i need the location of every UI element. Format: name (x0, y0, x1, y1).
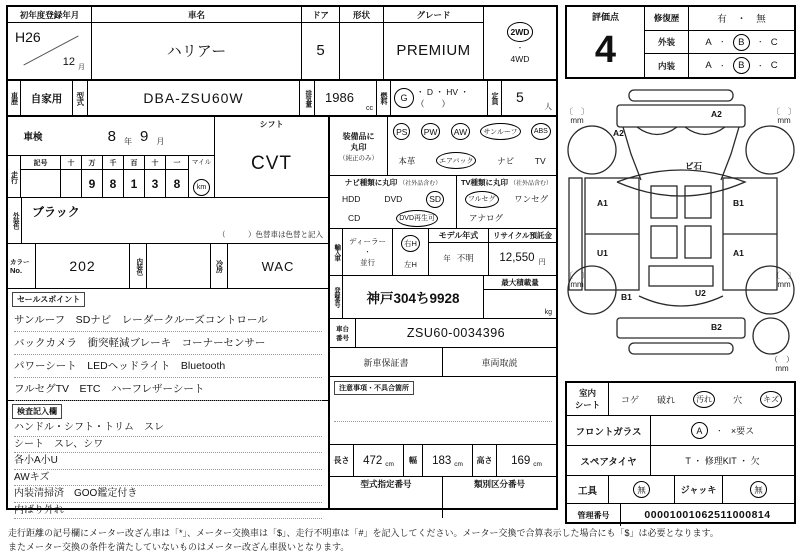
interior-b-circled: B (733, 57, 750, 74)
tv-oneseg: ワンセグ (514, 194, 549, 204)
damage-u2-rear: U2 (695, 288, 706, 298)
shaken-mileage-block (8, 117, 328, 198)
capacity-label: 定員 (488, 81, 502, 115)
row-model-code (8, 81, 556, 115)
color-change-note: （ ）色替車は色替と記入 (218, 230, 323, 239)
sales-points-block (8, 289, 328, 401)
mileage-digit-hyaku: 1 (124, 170, 145, 197)
mileage-symbol-header: 記号 (21, 156, 61, 169)
equip-pw-circled: PW (421, 123, 441, 140)
chassis-label-2: 番号 (336, 335, 349, 342)
windshield-values (651, 416, 794, 445)
spare-tire-value: T ・ 修理KIT ・ 欠 (685, 456, 760, 466)
navi-type-title: ナビ種類に丸印 (344, 178, 398, 187)
color-no-label (8, 244, 36, 288)
recycle-amount: 12,550 (499, 252, 535, 264)
equip-aw-circled: AW (451, 123, 470, 140)
drive-4wd: 4WD (510, 54, 530, 64)
height-value: 169 (511, 454, 531, 467)
interior-grade-row (645, 54, 794, 77)
management-number-value: 00001001062511000814 (644, 509, 771, 521)
interior-grade-value (689, 54, 794, 77)
inspection-line: 各小A小U (14, 453, 322, 470)
shaken-row (8, 117, 214, 156)
mileage-row (8, 156, 214, 197)
equip-ps-circled: PS (393, 123, 410, 140)
model-year-unit: 年 (443, 253, 451, 263)
reg-month-unit: 月 (78, 64, 85, 71)
recycle-value-wrap (489, 243, 556, 273)
condition-table (565, 381, 796, 524)
mileage-col-man: 万 (82, 156, 103, 169)
tool-jack-row (567, 476, 794, 504)
damage-b1-right-front-door: B1 (733, 198, 744, 208)
dot: ・ (715, 427, 723, 435)
seat-label-2: シート (574, 400, 601, 410)
tv-type-cell (457, 176, 556, 228)
dot: ・ (718, 39, 726, 46)
ac-label: 冷房 (211, 244, 228, 288)
inspection-notes-block (8, 401, 328, 516)
interior-color-label: 内装色 (130, 244, 147, 288)
equipment-row-2 (388, 152, 556, 169)
mileage-grid-header (21, 156, 188, 170)
grade-cell (384, 7, 484, 79)
history-value: 自家用 (21, 81, 73, 115)
spare-tire-row (567, 446, 794, 476)
model-code-value: DBA-ZSU60W (88, 81, 300, 115)
car-top-view-svg (565, 84, 796, 380)
repair-yes: 有 (717, 14, 727, 26)
tv-type-row-1 (457, 189, 556, 209)
spare-tire-label: スペアタイヤ (567, 446, 651, 475)
exterior-c: C (770, 36, 778, 48)
navi-type-note: （社外品含む） (399, 181, 442, 187)
row-vehicle-name (8, 7, 556, 79)
displacement-cell (315, 81, 377, 115)
main-table (6, 5, 558, 516)
color-no-label-1: カラー (10, 259, 30, 266)
displacement-value: 1986 (325, 90, 354, 105)
inspection-line: ハンドル・シフト・トリム スレ (14, 420, 322, 437)
exterior-color-value: ブラック (32, 205, 80, 219)
sales-line: バックカメラ 衝突軽減ブレーキ コーナーセンサー (14, 332, 322, 355)
tv-fullseg-circled: フルセグ (465, 191, 499, 208)
tool-label: 工具 (567, 476, 609, 503)
grade-value: PREMIUM (396, 42, 471, 59)
equip-navi: ナビ (497, 155, 515, 166)
equipment-label-3: （純正のみ） (339, 154, 378, 162)
class-division-cell (443, 477, 556, 518)
chassis-label-1: 車台 (336, 326, 349, 333)
shape-label: 形状 (340, 7, 383, 23)
tv-type-note: （社外品含む） (510, 181, 553, 187)
registration-value: 神戸304ち9928 (343, 276, 484, 318)
navi-sd-circled: SD (426, 191, 444, 208)
equipment-label-2: 丸印 (350, 142, 367, 152)
shape-value (340, 23, 383, 78)
caution-tag: 注意事項・不具合箇所 (334, 381, 414, 395)
tool-none-circled: 無 (633, 481, 650, 498)
interior-c: C (770, 60, 778, 72)
mileage-col-ju: 十 (145, 156, 166, 169)
capacity-cell (502, 81, 556, 115)
interior-grade-label: 内装 (645, 54, 689, 77)
exterior-grade-label: 外装 (645, 31, 689, 54)
payload-cell (484, 276, 556, 318)
windshield-a-circled: A (691, 422, 708, 439)
color-no-row (8, 244, 328, 289)
damage-a1-right-rear-door: A1 (733, 248, 744, 258)
model-year-cell (429, 229, 489, 275)
shaken-label: 車検 (23, 132, 43, 143)
mileage-digit-ju: 3 (145, 170, 166, 197)
fuel-options: ・ D ・ HV ・ （ ） (416, 87, 469, 109)
car-damage-diagram (565, 84, 796, 380)
drive-2wd-circled: 2WD (507, 22, 534, 42)
mm-bracket-bottom-right: 〔 〕 mm (772, 271, 796, 289)
exterior-color-cell (22, 198, 328, 243)
interior-color-value (147, 244, 211, 288)
inspection-notes-tag: 検査記入欄 (12, 404, 62, 419)
seat-tear: 破れ (657, 394, 676, 405)
rating-label: 評価点 (591, 12, 619, 22)
color-no-value: 202 (36, 244, 130, 288)
grade-label: グレード (384, 7, 483, 23)
rating-detail (645, 7, 794, 77)
mileage-unit-cell (188, 156, 214, 197)
fuel-cell (391, 81, 488, 115)
mm-bracket-bottom-left: 〔 〕 mm (565, 271, 589, 289)
recycle-yen: 円 (538, 259, 546, 266)
first-registration-label: 初年度登録年月 (8, 7, 91, 23)
length-unit: cm (385, 461, 394, 468)
exterior-color-row (8, 198, 328, 244)
width-label: 幅 (404, 445, 423, 476)
windshield-replace-needed: ×要ス (730, 426, 755, 436)
shift-label: シフト (259, 120, 284, 129)
caution-empty-line (334, 421, 552, 422)
seat-condition-values (609, 383, 794, 415)
navi-type-row-1 (330, 189, 456, 209)
mm-bracket-top-right: 〔 〕 mm (772, 107, 796, 125)
length-value-cell (354, 445, 404, 476)
mm-paren-spare: （ ） mm (770, 355, 794, 373)
sales-line: パワーシート LEDヘッドライト Bluetooth (14, 355, 322, 378)
import-block (330, 229, 556, 276)
exterior-grade-value (689, 31, 794, 54)
dot: ・ (756, 62, 764, 70)
exterior-b-circled: B (733, 34, 750, 51)
navi-type-row-2 (330, 209, 456, 227)
windshield-label: フロントガラス (567, 416, 651, 445)
mileage-grid-digits (21, 170, 188, 197)
exterior-grade-row (645, 31, 794, 55)
shaken-year-unit: 年 (124, 136, 132, 146)
jack-value-cell (723, 476, 794, 503)
management-number-row (567, 504, 794, 526)
damage-stone-chip-windshield: ビ石 (685, 161, 703, 171)
displacement-unit: cc (366, 105, 373, 112)
repair-history-row (645, 7, 794, 31)
damage-a2-left-fender: A2 (613, 128, 624, 138)
import-parallel: 並行 (360, 258, 375, 267)
mile-label: マイル (191, 159, 212, 166)
car-name-value: ハリアー (166, 43, 227, 60)
shaken-month: 9 (140, 127, 149, 145)
equipment-label (330, 117, 388, 175)
mileage-col-hyaku: 百 (124, 156, 145, 169)
tv-type-row-2 (457, 209, 556, 227)
mileage-digit-blank (61, 170, 82, 197)
exterior-color-label: 外装色 (8, 198, 22, 243)
fuel-gasoline-circled: G (394, 88, 414, 108)
inspection-line: 内ばり外れ (14, 503, 322, 520)
shaken-year: 8 (107, 127, 116, 145)
mileage-digit-sen: 8 (103, 170, 124, 197)
sales-line: フルセグTV ETC ハーフレザーシート (14, 378, 322, 401)
damage-a1-left-front-door: A1 (597, 198, 608, 208)
seat-dirt-circled: 汚れ (693, 391, 715, 408)
jack-label: ジャッキ (675, 476, 723, 503)
footer-note-line-1: 走行距離の記号欄にメーター改ざん車は「*」、メーター交換車は「$」、走行不明車は「#」を記入してください。メーター交換で合算表示した場合にも「$」は必要となります。 (8, 528, 719, 538)
inspection-line: AWキズ (14, 470, 322, 487)
color-no-label-2: No. (10, 266, 23, 275)
class-division-label: 類別区分番号 (473, 479, 525, 489)
shift-value: CVT (251, 152, 292, 174)
shift-cell (215, 117, 328, 197)
mm-bracket-top-left: 〔 〕 mm (565, 107, 589, 125)
car-name-cell (92, 7, 302, 79)
middle-column (330, 117, 556, 510)
repair-dot: ・ (736, 14, 747, 26)
rating-score: 4 (594, 29, 617, 71)
chassis-value: ZSU60-0034396 (406, 326, 506, 340)
model-code-label: 型式 (73, 81, 88, 115)
exterior-a: A (705, 36, 712, 48)
repair-history-label: 修復歴 (645, 7, 689, 30)
recycle-cell (489, 229, 556, 275)
dot: ・ (756, 39, 764, 46)
equip-tv: TV (534, 155, 546, 166)
height-value-cell (497, 445, 556, 476)
seat-hole: 穴 (733, 394, 743, 405)
mileage-symbol-value (21, 170, 61, 197)
registration-label: 登録番号 (330, 276, 343, 318)
shaken-value (58, 117, 214, 155)
damage-u1-left-rear-door: U1 (597, 248, 608, 258)
type-designation-label: 型式指定番号 (360, 479, 412, 489)
door-cell (302, 7, 340, 79)
tv-analog: アナログ (469, 213, 504, 223)
length-value: 472 (363, 454, 383, 467)
chassis-block (330, 319, 556, 348)
dot: ・ (718, 62, 726, 70)
drive-separator: ・ (516, 45, 524, 52)
seat-condition-row (567, 383, 794, 416)
recycle-label: リサイクル預託金 (489, 229, 556, 243)
interior-a: A (705, 60, 712, 72)
drive-type-cell (484, 7, 556, 79)
mileage-label: 走行 (8, 156, 21, 197)
chassis-label (330, 319, 356, 347)
type-designation-cell (330, 477, 443, 518)
reg-month: 12 (62, 56, 75, 68)
equipment-label-1: 装備品に (342, 131, 375, 141)
import-dot: ・ (364, 249, 371, 256)
handle-cell (393, 229, 429, 275)
km-circled: km (193, 179, 210, 196)
mileage-col-ichi: 一 (173, 159, 181, 167)
fuel-label: 燃料 (377, 81, 391, 115)
equipment-row-1 (388, 123, 556, 140)
first-registration-value (8, 23, 91, 78)
equip-leather: 本革 (398, 155, 416, 166)
car-name-label: 車名 (92, 7, 301, 23)
payload-label: 最大積載量 (484, 276, 556, 290)
right-handle-circled: 右H (401, 235, 420, 252)
import-dealer: ディーラー (349, 237, 386, 246)
mileage-grid (21, 156, 188, 197)
equipment-items (388, 117, 556, 175)
warranty-cell: 新車保証書 (330, 348, 443, 376)
length-label: 長さ (330, 445, 354, 476)
navi-cd: CD (347, 213, 361, 223)
door-value: 5 (316, 42, 325, 59)
first-registration-cell (8, 7, 92, 79)
windshield-row (567, 416, 794, 446)
navi-type-header (330, 176, 456, 189)
mileage-col-sen: 千 (103, 156, 124, 169)
equipment-block (330, 117, 556, 176)
mileage-digit-ichi: 8 (173, 176, 181, 191)
left-handle: 左H (404, 259, 417, 269)
shaken-mileage-left (8, 117, 215, 197)
dimensions-block (330, 445, 556, 477)
mileage-digit-man: 9 (82, 170, 103, 197)
sales-points-tag: セールスポイント (12, 292, 85, 307)
tv-type-header (457, 176, 556, 189)
repair-history-value (689, 7, 794, 30)
rating-score-cell (567, 7, 645, 77)
left-column (8, 117, 330, 516)
history-label: 車歴 (8, 81, 21, 115)
registration-block (330, 276, 556, 319)
equip-sunroof-circled: サンルーフ (480, 123, 520, 140)
footer-notes (8, 527, 796, 554)
import-label: 輸入車 (330, 229, 343, 275)
model-year-label: モデル年式 (429, 229, 488, 243)
width-value: 183 (432, 454, 452, 467)
inspection-line: シート スレ、シワ (14, 437, 322, 454)
reg-year: H26 (15, 29, 41, 45)
door-label: ドア (302, 7, 339, 23)
model-year-unknown: 不明 (456, 253, 474, 263)
height-unit: cm (533, 461, 542, 468)
footer-note-line-2: またメーター交換の条件を満たしていないものはメーター改ざん車扱いとなります。 (8, 541, 350, 552)
seat-burn: コゲ (621, 394, 640, 405)
payload-unit: kg (544, 309, 552, 316)
jack-none-circled: 無 (750, 481, 767, 498)
damage-b1-left-quarter: B1 (621, 292, 632, 302)
tv-type-title: TV種類に丸印 (460, 178, 509, 187)
height-label: 高さ (473, 445, 497, 476)
equip-airbag-circled: エアバック (436, 152, 476, 169)
sales-line: サンルーフ SDナビ レーダークルーズコントロール (14, 309, 322, 332)
tool-value-cell (609, 476, 675, 503)
caution-block (330, 377, 556, 445)
model-year-value (429, 243, 488, 273)
capacity-value: 5 (516, 89, 524, 105)
navi-tv-type-block (330, 176, 556, 229)
type-designation-block (330, 477, 556, 518)
navi-dvd: DVD (384, 194, 403, 204)
shape-cell (340, 7, 384, 79)
displacement-label: 排気量 (300, 81, 315, 115)
management-number-label: 管理番号 (567, 504, 621, 526)
width-unit: cm (454, 461, 463, 468)
shaken-month-unit: 月 (156, 136, 165, 146)
seat-label (567, 383, 609, 415)
equip-abs-circled: ABS (531, 123, 551, 140)
navi-type-cell (330, 176, 457, 228)
repair-no: 無 (756, 14, 766, 26)
rating-table (565, 5, 796, 79)
manual-cell: 車両取説 (481, 357, 518, 368)
seat-scratch-circled: キズ (760, 391, 782, 408)
docs-block (330, 348, 556, 377)
damage-a2-front-panel: A2 (711, 109, 722, 119)
damage-b2-rear-bumper: B2 (711, 322, 722, 332)
inspection-line: 内装清掃済 GOO鑑定付き (14, 486, 322, 503)
mileage-col-10man: 十 (61, 156, 82, 169)
width-value-cell (423, 445, 473, 476)
navi-hdd: HDD (341, 194, 361, 204)
navi-dvd-play-circled: DVD再生可 (396, 210, 438, 227)
seat-label-1: 室内 (578, 388, 596, 398)
row-group-body (8, 117, 556, 516)
import-dealer-cell (343, 229, 393, 275)
capacity-unit: 人 (544, 102, 552, 111)
ac-value: WAC (261, 258, 295, 274)
